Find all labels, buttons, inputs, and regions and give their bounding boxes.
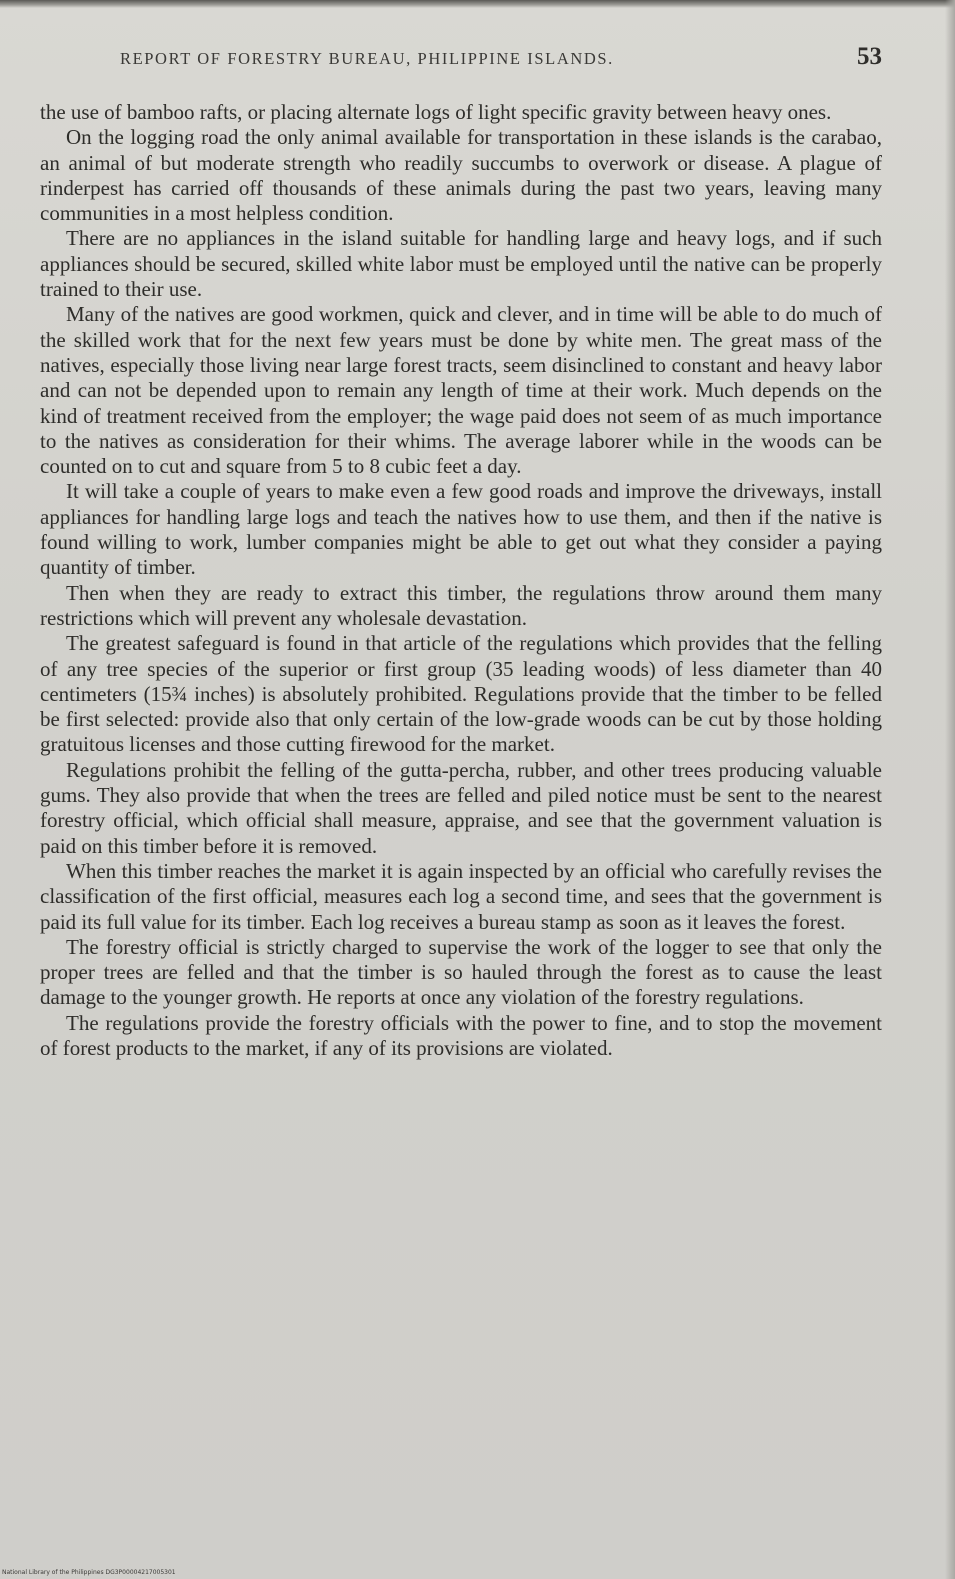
paragraph-10: The forestry official is strictly charged to supervise the work of the logger to see that only the proper trees are felled and that the timber is so hauled through the forest as to cause the least damage to the younger growth. He reports at once any violation of the forestry regulations. <box>40 934 882 1010</box>
page-top-shadow <box>0 0 955 8</box>
body-text <box>40 100 882 1061</box>
paragraph-11: The regulations provide the forestry officials with the power to fine, and to stop the movement of forest products to the market, if any of its provisions are violated. <box>40 1010 882 1060</box>
paragraph-6: Then when they are ready to extract this timber, the regulations throw around them many restrictions which will prevent any wholesale devastation. <box>40 580 882 630</box>
library-footer-note: National Library of the Philippines DG3P00004217005301 <box>2 1569 176 1576</box>
paragraph-3: There are no appliances in the island suitable for handling large and heavy logs, and if such appliances should be secured, skilled white labor must be employed until the native can be properly trained to their use. <box>40 226 882 302</box>
paragraph-5: It will take a couple of years to make even a few good roads and improve the driveways, install appliances for handling large logs and teach the natives how to use them, and then if the native is found willing to work, lumber companies might be able to get out what they consider a paying quantity of timber. <box>40 479 882 580</box>
page-number: 53 <box>857 43 882 70</box>
page-right-shadow <box>945 0 955 1579</box>
paragraph-4: Many of the natives are good workmen, quick and clever, and in time will be able to do much of the skilled work that for the next few years must be done by white men. The great mass of the natives, especially those living near large forest tracts, seem disinclined to constant and heavy labor and can not be depended upon to remain any length of time at their work. Much depends on the kind of treatment received from the employer; the wage paid does not seem of as much importance to the natives as consideration for their whims. The average laborer while in the woods can be counted on to cut and square from 5 to 8 cubic feet a day. <box>40 302 882 479</box>
paragraph-7: The greatest safeguard is found in that article of the regulations which provides that the felling of any tree species of the superior or first group (35 leading woods) of less diameter than 40 centimeters (15¾ inches) is absolutely prohibited. Regulations provide that the timber to be felled be first selected: provide also that only certain of the low-grade woods can be cut by those holding gratuitous licenses and those cutting firewood for the market. <box>40 631 882 757</box>
running-title: REPORT OF FORESTRY BUREAU, PHILIPPINE ISLANDS. <box>120 49 614 68</box>
paragraph-9: When this timber reaches the market it is again inspected by an official who carefully revises the classification of the first official, measures each log a second time, and sees that the government is paid its full value for its timber. Each log receives a bureau stamp as soon as it leaves the forest. <box>40 858 882 934</box>
page-header <box>40 43 882 75</box>
paragraph-1: the use of bamboo rafts, or placing alternate logs of light specific gravity between heavy ones. <box>40 100 832 124</box>
paragraph-2: On the logging road the only animal available for transportation in these islands is the carabao, an animal of but moderate strength who readily succumbs to overwork or disease. A plague of rinderpest has carried off thousands of these animals during the past two years, leaving many communities in a most helpless condition. <box>40 125 882 226</box>
paragraph-8: Regulations prohibit the felling of the gutta-percha, rubber, and other trees producing valuable gums. They also provide that when the trees are felled and piled notice must be sent to the nearest forestry official, which official shall measure, appraise, and see that the government valuation is paid on this timber before it is removed. <box>40 757 882 858</box>
